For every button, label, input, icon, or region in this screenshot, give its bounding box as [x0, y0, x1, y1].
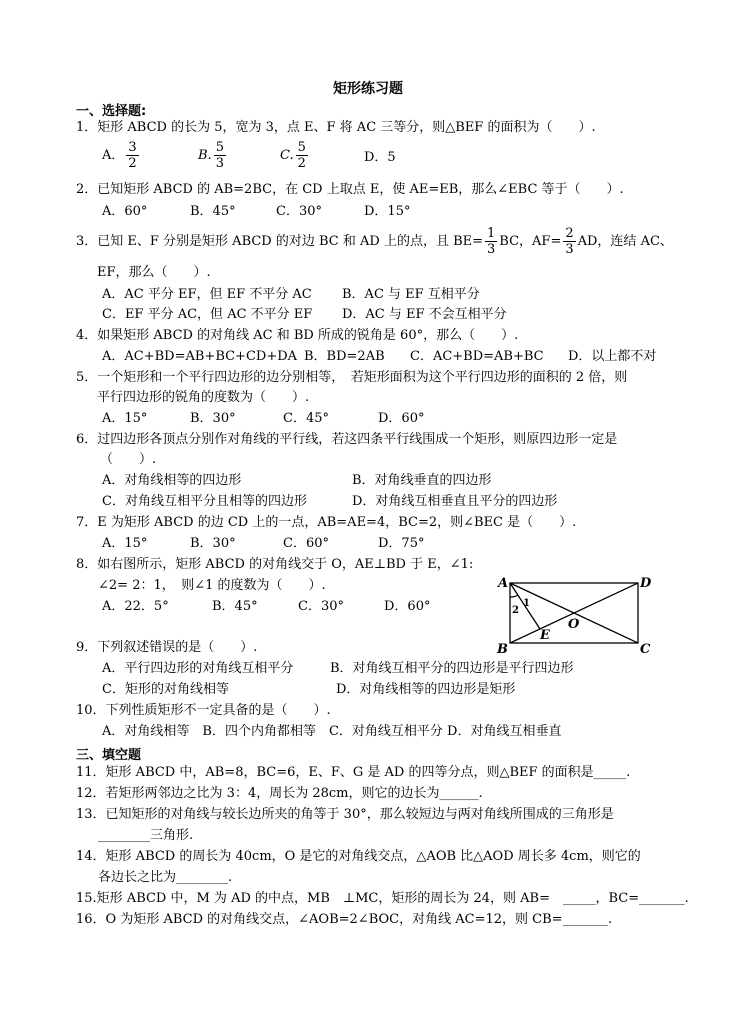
q9-option-a: A．平行四边形的对角线互相平分 — [102, 661, 294, 676]
q8-stem-cont: ∠2= 2：1， 则∠1 的度数为（ ）. — [98, 578, 326, 593]
q2-option-b: B．45° — [190, 204, 236, 219]
q5-stem: 5．一个矩形和一个平行四边形的边分别相等， 若矩形面积为这个平行四边形的面积的 2 倍，则 — [76, 370, 628, 385]
q7-option-d: D．75° — [378, 536, 425, 551]
fig-label-d: D — [640, 576, 652, 591]
q2-stem: 2．已知矩形 ABCD 的 AB=2BC，在 CD 上取点 E，使 AE=EB，那么∠EBC 等于（ ）. — [76, 182, 624, 197]
q6-option-b: B．对角线垂直的四边形 — [352, 473, 492, 488]
fig-label-e: E — [540, 628, 550, 643]
q1-stem: 1．矩形 ABCD 的长为 5，宽为 3，点 E、F 将 AC 三等分，则△BEF 的面积为（ ）. — [76, 120, 596, 135]
q6-option-c: C．对角线互相平分且相等的四边形 — [102, 494, 307, 509]
q4-stem: 4．如果矩形 ABCD 的对角线 AC 和 BD 所成的锐角是 60°，那么（ ）. — [76, 328, 519, 343]
q8-option-d: D．60° — [384, 599, 431, 614]
section-choice-heading: 一、选择题: — [76, 104, 147, 119]
section-fill-heading: 三、填空题 — [76, 748, 142, 763]
q1-option-a: A． $\frac{3}{2}$ — [102, 140, 137, 171]
fig-label-o: O — [568, 617, 580, 632]
fig-label-a: A — [498, 576, 509, 591]
q2-option-a: A．60° — [102, 204, 148, 219]
q11: 11．矩形 ABCD 中，AB=8，BC=6，E、F、G 是 AD 的四等分点，则△BEF 的面积是_____. — [76, 765, 631, 780]
q5-option-c: C．45° — [283, 411, 329, 426]
q7-option-a: A．15° — [102, 536, 148, 551]
q3-stem: 3．已知 E、F 分别是矩形 ABCD 的对边 BC 和 AD 上的点，且 BE= $\frac{1}{3}$ BC，AF= $\frac{2}{3}$ AD，连结 AC、 — [76, 226, 673, 257]
q1-option-d: D．5 — [364, 150, 396, 165]
q2-option-d: D．15° — [364, 204, 411, 219]
q8-stem: 8．如右图所示，矩形 ABCD 的对角线交于 O，AE⊥BD 于 E，∠1: — [76, 557, 474, 572]
q8-option-b: B．45° — [212, 599, 258, 614]
q4-option-d: D．以上都不对 — [568, 349, 657, 364]
q4-option-b: B．BD=2AB — [304, 349, 385, 364]
q2-option-c: C．30° — [276, 204, 322, 219]
q7-option-b: B．30° — [190, 536, 236, 551]
fig-label-angle-2: 2 — [512, 605, 519, 616]
q4-option-c: C．AC+BD=AB+BC — [410, 349, 544, 364]
q16: 16．O 为矩形 ABCD 的对角线交点，∠AOB=2∠BOC，对角线 AC=12，则 CB=_______. — [76, 912, 613, 927]
q12: 12．若矩形两邻边之比为 3：4，周长为 28cm，则它的边长为______. — [76, 786, 483, 801]
q3-option-c: C．EF 平分 AC，但 AC 不平分 EF — [102, 307, 313, 322]
q6-option-d: D．对角线互相垂直且平分的四边形 — [352, 494, 558, 509]
q6-stem: 6．过四边形各顶点分别作对角线的平行线，若这四条平行线围成一个矩形，则原四边形一定是 — [76, 432, 618, 447]
q10-stem: 10．下列性质矩形不一定具备的是（ ）. — [76, 703, 331, 718]
fig-label-angle-1: 1 — [523, 598, 530, 609]
q5-option-b: B．30° — [190, 411, 236, 426]
q14-stem: 14．矩形 ABCD 的周长为 40cm，O 是它的对角线交点，△AOB 比△AOD 周长多 4cm，则它的 — [76, 849, 641, 864]
q6-option-a: A．对角线相等的四边形 — [102, 473, 242, 488]
q1-option-b: B. $\frac{5}{3}$ — [198, 140, 224, 171]
q5-option-a: A．15° — [102, 411, 148, 426]
q13-stem-cont: ________三角形. — [98, 828, 194, 843]
q9-option-d: D．对角线相等的四边形是矩形 — [336, 682, 516, 697]
q8-option-c: C．30° — [298, 599, 344, 614]
q7-stem: 7．E 为矩形 ABCD 的边 CD 上的一点，AB=AE=4，BC=2，则∠BEC 是（ ）. — [76, 515, 577, 530]
q3-option-d: D．AC 与 EF 不会互相平分 — [342, 307, 507, 322]
q3-option-b: B．AC 与 EF 互相平分 — [342, 287, 480, 302]
q9-option-b: B．对角线互相平分的四边形是平行四边形 — [330, 661, 574, 676]
q14-stem-cont: 各边长之比为________. — [98, 870, 233, 885]
q5-stem-cont: 平行四边形的锐角的度数为（ ）. — [97, 390, 310, 405]
fig-angle-arc — [510, 595, 518, 597]
q13-stem: 13．已知矩形的对角线与较长边所夹的角等于 30°，那么较短边与两对角线所围成的三角形是 — [76, 807, 614, 822]
q1-option-c: C. $\frac{5}{2}$ — [280, 140, 306, 171]
fig-label-c: C — [640, 642, 651, 657]
q10-options: A．对角线相等 B．四个内角都相等 C．对角线互相平分 D．对角线互相垂直 — [102, 724, 562, 739]
q4-option-a: A．AC+BD=AB+BC+CD+DA — [102, 349, 298, 364]
fig-label-b: B — [497, 642, 508, 657]
q8-option-a: A．22．5° — [102, 599, 169, 614]
q3-stem-cont: EF，那么（ ）. — [97, 265, 211, 280]
page-title: 矩形练习题 — [333, 81, 403, 97]
q8-rectangle-figure — [490, 573, 660, 657]
q9-option-c: C．矩形的对角线相等 — [102, 682, 229, 697]
q5-option-d: D．60° — [378, 411, 425, 426]
q6-stem-cont: （ ）. — [100, 452, 157, 467]
q3-option-a: A．AC 平分 EF，但 EF 不平分 AC — [102, 287, 312, 302]
q7-option-c: C．60° — [283, 536, 329, 551]
q15: 15.矩形 ABCD 中，M 为 AD 的中点，MB ⊥MC，矩形的周长为 24，则 AB= _____，BC=_______. — [76, 891, 689, 906]
q9-stem: 9．下列叙述错误的是（ ）. — [76, 640, 258, 655]
